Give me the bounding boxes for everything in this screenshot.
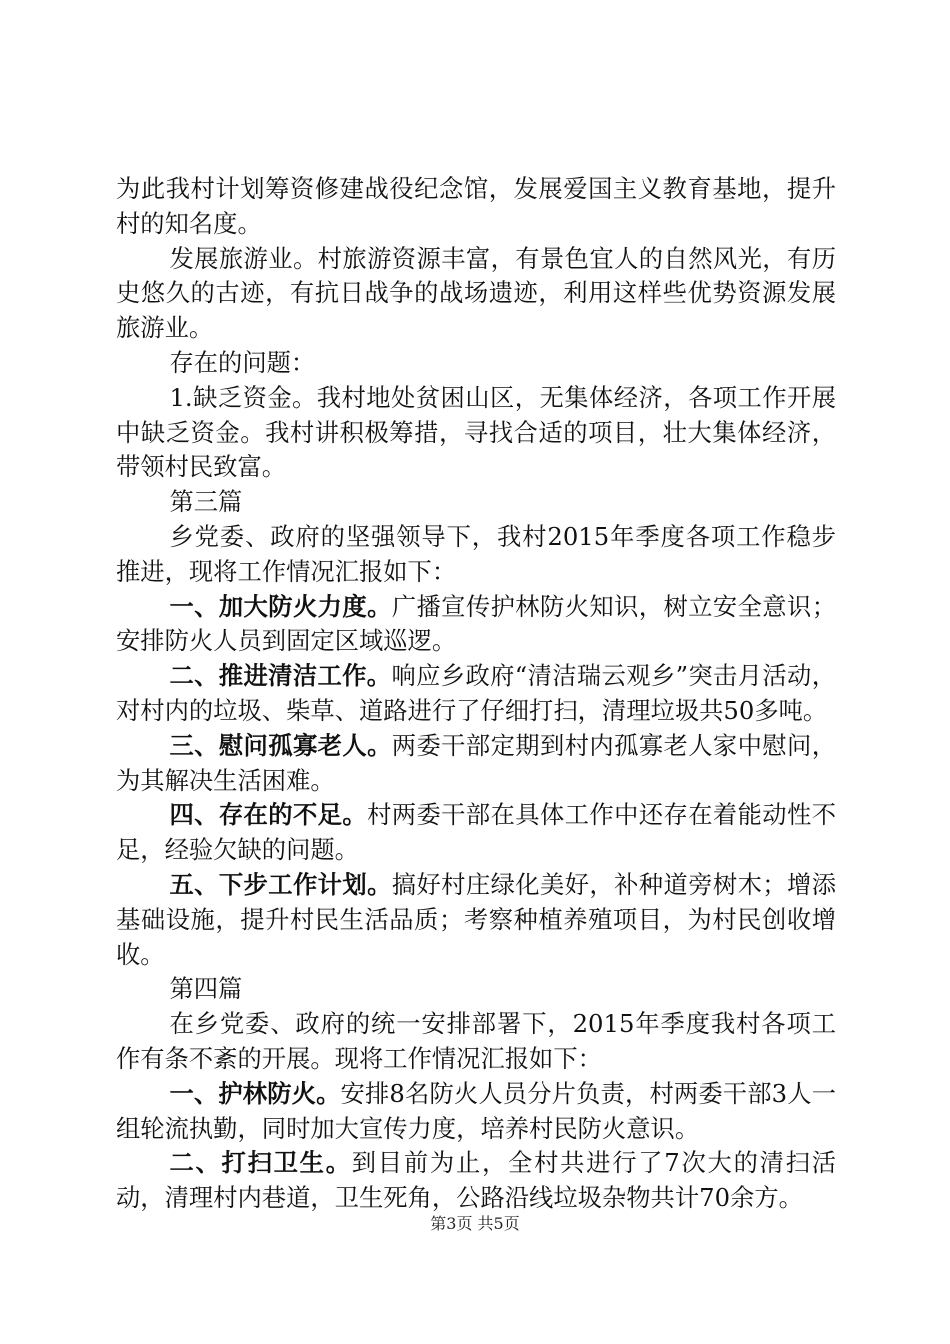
paragraph-lead: 一、加大防火力度。 [169, 591, 392, 621]
paragraph-lead: 二、打扫卫生。 [169, 1148, 352, 1178]
paragraph: 四、存在的不足。村两委干部在具体工作中还存在着能动性不足，经验欠缺的问题。 [116, 800, 837, 865]
page-footer [0, 1211, 950, 1234]
paragraph: 三、慰问孤寡老人。两委干部定期到村内孤寡老人家中慰问，为其解决生活困难。 [116, 730, 837, 795]
document-body [116, 172, 836, 1216]
paragraph: 一、加大防火力度。广播宣传护林防火知识，树立安全意识；安排防火人员到固定区域巡逻。 [116, 591, 837, 656]
section-heading: 第三篇 [169, 487, 243, 517]
paragraph: 存在的问题： [169, 347, 316, 377]
paragraph: 五、下步工作计划。搞好村庄绿化美好，补种道旁树木；增添基础设施，提升村民生活品质；考察种植养殖项目，为村民创收增收。 [116, 869, 837, 969]
paragraph: 在乡党委、政府的统一安排部署下，2015年季度我村各项工作有条不紊的开展。现将工作情况汇报如下： [116, 1009, 836, 1073]
paragraph-lead: 一、护林防火。 [169, 1078, 341, 1108]
page-number: 第3页 共5页 [430, 1214, 520, 1233]
paragraph: 二、推进清洁工作。响应乡政府“清洁瑞云观乡”突击月活动，对村内的垃圾、柴草、道路进行了仔细打扫，清理垃圾共50多吨。 [116, 661, 836, 725]
paragraph: 为此我村计划筹资修建战役纪念馆，发展爱国主义教育基地，提升村的知名度。 [116, 174, 836, 238]
paragraph-lead: 三、慰问孤寡老人。 [169, 730, 392, 760]
paragraph: 乡党委、政府的坚强领导下，我村2015年季度各项工作稳步推进，现将工作情况汇报如下： [116, 521, 836, 586]
paragraph: 二、打扫卫生。到目前为止，全村共进行了7次大的清扫活动，清理村内巷道，卫生死角，公路沿线垃圾杂物共计70余方。 [116, 1148, 836, 1213]
paragraph-lead: 四、存在的不足。 [169, 800, 368, 830]
paragraph-lead: 二、推进清洁工作。 [169, 661, 392, 691]
paragraph: 1.缺乏资金。我村地处贫困山区，无集体经济，各项工作开展中缺乏资金。我村讲积极筹措，寻找合适的项目，壮大集体经济，带领村民致富。 [116, 382, 836, 482]
section-heading: 第四篇 [169, 974, 243, 1004]
paragraph: 一、护林防火。安排8名防火人员分片负责，村两委干部3人一组轮流执勤，同时加大宣传力度，培养村民防火意识。 [116, 1078, 836, 1143]
paragraph: 发展旅游业。村旅游资源丰富，有景色宜人的自然风光，有历史悠久的古迹，有抗日战争的战场遗迹，利用这样些优势资源发展旅游业。 [116, 243, 836, 343]
paragraph-lead: 五、下步工作计划。 [169, 869, 392, 899]
